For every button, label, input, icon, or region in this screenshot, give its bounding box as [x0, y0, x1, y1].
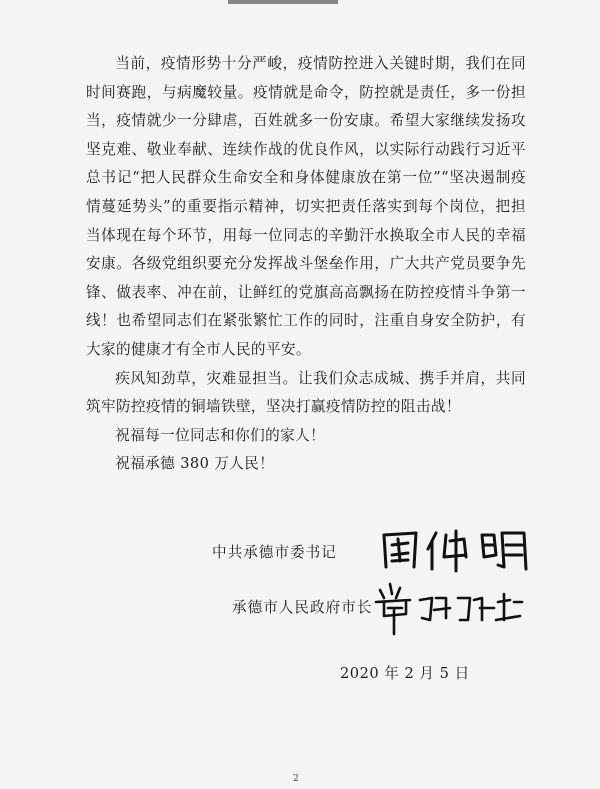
body-paragraph: 疾风知劲草，灾难显担当。让我们众志成城、携手并肩，共同筑牢防控疫情的铜墙铁壁，坚决打赢疫情防控的阻击战！: [86, 369, 526, 416]
handwritten-signature-1: [378, 527, 538, 573]
page-number: 2: [293, 774, 299, 784]
signature-block-mayor: [0, 582, 600, 632]
letter-body: [86, 50, 526, 479]
handwritten-signature-2: [370, 576, 530, 636]
blessing-line: 祝福承德 380 万人民！: [115, 455, 275, 473]
signatory-title: 承德市人民政府市长: [232, 599, 373, 616]
blessing-line: 祝福每一位同志和你们的家人！: [115, 426, 326, 444]
signatory-title: 中共承德市委书记: [212, 544, 337, 561]
cropped-text-fragment: [228, 0, 338, 4]
signature-block-party-secretary: [0, 527, 600, 577]
letter-date: 2020 年 2 月 5 日: [340, 665, 470, 682]
body-paragraph: 当前，疫情形势十分严峻，疫情防控进入关键时期，我们在同时间赛跑，与病魔较量。疫情就是命令，防控就是责任，多一份担当，疫情就少一分肆虐，百姓就多一份安康。希望大家继续发扬攻坚克难、敬业奉献、连续作战的优良作风，以实际行动践行习近平总书记“把人民群众生命安全和身体健康放在第一位”“坚决遏制疫情蔓延势头”的重要指示精神，切实把责任落实到每个岗位，把担当体现在每个环节，用每一位同志的辛勤汗水换取全市人民的幸福安康。各级党组织要充分发挥战斗堡垒作用，广大共产党员要争先锋、做表率、冲在前，让鲜红的党旗高高飘扬在防控疫情斗争第一线！也希望同志们在紧张繁忙工作的同时，注重自身安全防护，有大家的健康才有全市人民的平安。: [86, 55, 526, 358]
